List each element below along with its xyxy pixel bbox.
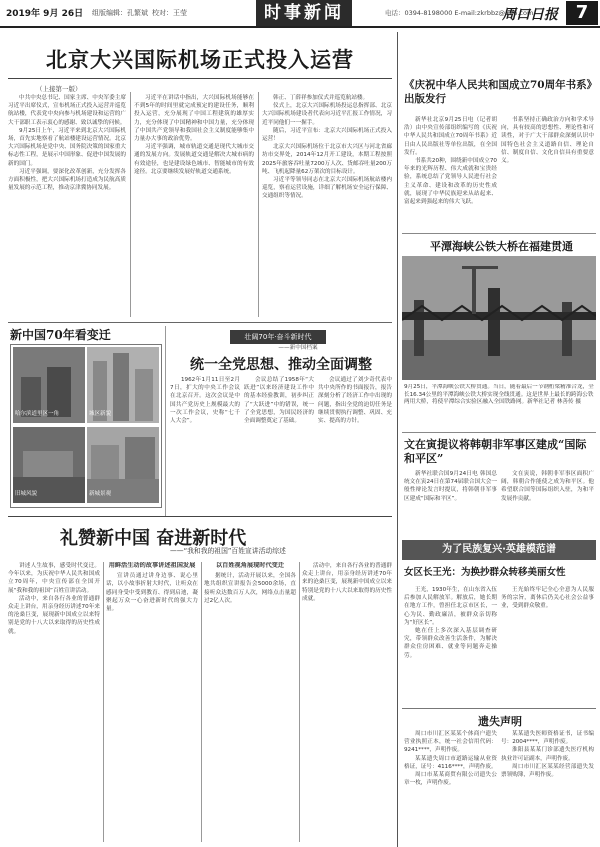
- column-divider: [201, 562, 202, 842]
- column-divider: [130, 92, 131, 317]
- checker-credit: 校对：王莹: [152, 9, 187, 17]
- dmz-paragraph: 新华社联合国9月24日电 韩国总统文在寅24日在第74届联合国大会一般性辩论发言时提议，将韩朝非军事区建成“国际和平区”。: [404, 471, 497, 502]
- book-article-title: 《庆祝中华人民共和国成立70周年书系》出版发行: [404, 79, 592, 105]
- dmz-column-2: [501, 470, 594, 534]
- bridge-caption: 9月25日，平潭海峡公铁大桥贯通。当日，随着最后一节钢桁梁精准合龙，全长16.34公里的平潭海峡公铁大桥实现全线贯通。这是世界上最长的跨海公铁两用大桥，将使平潭综合实验区融入全国铁路网。新华社记者 林善传 摄: [404, 384, 594, 405]
- section-divider: [402, 432, 596, 433]
- book-paragraph: 书系坚持正确政治方向和学术导向，具有较高的思想性、理论性和可读性，对于广大干部群众深刻认识中国特色社会主义道路自信、理论自信、制度自信、文化自信具有重要意义。: [501, 117, 594, 165]
- seventy-years-photo-box: [10, 344, 162, 508]
- notice-item: 某某遗失周口市道路运输从业资格证，证号：4116****，声明作废。: [404, 755, 497, 770]
- book-column-1: [404, 116, 497, 228]
- study-sub-banner: ——新中国档案: [278, 345, 318, 351]
- study-banner: 壮阔70年·奋斗新时代: [230, 330, 326, 344]
- lead-paragraph: 习近平强调，城市轨道交通是现代大城市交通的发展方向。发展轨道交通是解决大城市病的有效途径，也是建设绿色城市、智能城市的有效途径。北京要继续发展好轨道交通系统。: [134, 144, 254, 175]
- feature-column-2: [106, 562, 198, 842]
- section-title: 时事新闻: [256, 0, 352, 26]
- hero-column-1: [404, 586, 497, 704]
- notice-item: 周口市川汇区某某个体商户遗失营业执照正本，统一社会信用代码：9241****，声明作废。: [404, 731, 497, 754]
- feature-paragraph: 宣讲员通过讲身边事、说心里话，以小故事折射大时代，让听众在感同身受中受到教育、得到启迪，凝聚起万众一心奋进新时代的强大力量。: [106, 573, 198, 613]
- lead-paragraph: 中共中央总书记、国家主席、中央军委主席习近平出席仪式，宣布机场正式投入运营并巡览航站楼，代表党中央向参与机场建设和运营的广大干部职工表示衷心的感谢、致以诚挚的问候。: [8, 95, 126, 126]
- section-divider: [402, 233, 596, 234]
- lead-byline: （上接第一版）: [36, 85, 82, 93]
- lead-column-1: [8, 94, 126, 316]
- hero-paragraph: 王光，1930年生，在山东省入伍后参加人民解放军。解放后，她长期在地方工作，曾担任北京市区长，一心为民、勤政廉洁，被群众亲切称为“好区长”。: [404, 587, 497, 626]
- column-divider: [103, 562, 104, 842]
- seventy-years-banner: 新中国70年看变迁: [10, 328, 111, 342]
- photo-caption: 新城景观: [89, 491, 112, 497]
- lead-headline: 北京大兴国际机场正式投入运营: [46, 47, 354, 72]
- feature-subtitle: ——“我和我的祖国”百姓宣讲活动综述: [170, 547, 286, 555]
- right-column-divider: [397, 32, 398, 847]
- notice-column-2: [501, 730, 594, 844]
- hero-banner: 为了民族复兴·英雄模范谱: [402, 540, 596, 560]
- study-paragraph: 会议通过了刘少奇代表中共中央所作的书面报告，报告深刻分析了经济工作中出现的问题，指出全党的迫切任务是继续贯彻执行调整、巩固、充实、提高的方针。: [318, 377, 392, 425]
- feature-paragraph: 据统计，活动开展以来，全国各地共组织宣讲报告会5000余场，直接听众达数百万人次，网络点击量超过2亿人次。: [204, 573, 296, 604]
- feature-paragraph: 活动中，来自各行各业的普通群众走上讲台，用亲身经历讲述70年来的沧桑巨变，展现新中国成立以来特别是党的十八大以来取得的历史性成就。: [302, 563, 392, 602]
- lead-column-2: [134, 94, 254, 316]
- lead-paragraph: 韩正、丁薛祥参加仪式并巡览航站楼。: [273, 95, 369, 101]
- feature-column-3: [204, 562, 296, 842]
- section-divider: [402, 708, 596, 709]
- lead-paragraph: 习近平等领导同志在北京大兴国际机场航站楼内巡览，察看运营设施，详细了解机场安全运行保障、交通组织等情况。: [262, 177, 392, 200]
- study-paragraph: 会议总结了1958年“大跃进”以来经济建设工作中的基本经验教训，初步纠正了“大跃进”中的错误，统一了全党思想，为国民经济的全面调整奠定了基础。: [244, 377, 314, 425]
- lead-column-3: [262, 94, 392, 316]
- column-divider: [258, 92, 259, 317]
- study-column-2: [244, 376, 314, 510]
- lead-paragraph: 9月25日上午，习近平来到北京大兴国际机场，首先实地察看了航站楼建设运营情况。北京大兴国际机场是党中央、国务院决策的国家重大标志性工程，是展示中国形象、促进中国发展的新的国门。: [8, 127, 126, 167]
- section-divider: [8, 516, 392, 517]
- study-column-1: [170, 376, 240, 510]
- notice-item: 淮阳县某某门诊部遗失医疗机构执业许可证副本，声明作废。: [501, 747, 594, 762]
- editor-credit: 组版编辑：孔繁斌: [92, 9, 148, 17]
- dmz-column-1: [404, 470, 497, 534]
- study-title: 统一全党思想、推动全面调整: [190, 357, 372, 373]
- study-column-3: [318, 376, 392, 510]
- hero-paragraph: 她在任上多次深入基层调查研究，带领群众改善生活条件，为解决群众住房困难、就业等问题奔走操劳。: [404, 628, 497, 659]
- lead-paragraph: 北京大兴国际机场位于北京市大兴区与河北省廊坊市交界处，2014年12月开工建设，本期工程按照2025年旅客吞吐量7200万人次、货邮吞吐量200万吨、飞机起降量62万架次的目标设计。: [262, 144, 392, 175]
- contact-info: 电话：0394-8198000 E-mail:zkrbbz@126.com: [385, 9, 534, 17]
- bridge-photo-illustration: [402, 256, 596, 380]
- hero-column-2: [501, 586, 594, 704]
- notice-item: 某某遗失医师资格证书，证书编号：2004****，声明作废。: [501, 731, 594, 746]
- feature-paragraph: 活动中，来自各行各业的普通群众走上讲台，用亲身经历讲述70年来的沧桑巨变，展现新中国成立以来特别是党的十八大以来取得的历史性成就。: [8, 595, 100, 635]
- notice-column-1: [404, 730, 497, 844]
- column-divider: [165, 326, 166, 516]
- notice-item: 周口市川汇区某某经营部遗失发票领购簿，声明作废。: [501, 763, 594, 779]
- photo-caption: 哈尔滨道里区一角: [15, 411, 60, 417]
- bridge-photo: [402, 256, 596, 380]
- lead-paragraph: 随后，习近平宣布：北京大兴国际机场正式投入运营！: [262, 127, 392, 143]
- study-paragraph: 1962年1月11日至2月7日，扩大的中央工作会议在北京召开。这次会议是中国共产党历史上规模最大的一次工作会议，史称“七千人大会”。: [170, 377, 240, 425]
- lead-paragraph: 习近平在讲话中指出，大兴国际机场能够在不到5年的时间里就完成预定的建设任务，顺利投入运营，充分展现了中国工程建筑的雄厚实力，充分体现了中国精神和中国力量，充分体现了中国共产党领导和我国社会主义制度能够集中力量办大事的政治优势。: [134, 95, 254, 143]
- hero-article-title: 女区长王光：为换抄群众转移美丽女性: [404, 567, 566, 578]
- feature-subhead: 以百姓视角展现时代变迁: [215, 562, 285, 569]
- photo-caption: 城区新貌: [89, 411, 112, 417]
- section-divider: [8, 322, 392, 323]
- newspaper-name: 周口日报: [502, 7, 558, 23]
- lead-paragraph: 仪式上，北京大兴国际机场投运总指挥部、北京大兴国际机场建设者代表向习近平汇报工作情况，习近平同他们一一握手。: [262, 103, 392, 126]
- feature-paragraph: 讲述人生故事，感受时代变迁。今年以来，为庆祝中华人民共和国成立70周年，中央宣传部在全国开展“我和我的祖国”百姓宣讲活动。: [8, 563, 100, 594]
- feature-subhead: 用鲜活生动的故事讲述祖国发展: [108, 562, 196, 569]
- column-divider: [299, 562, 300, 842]
- issue-date: 2019年 9月 26日: [6, 9, 84, 19]
- hero-paragraph: 王光始终牢记全心全意为人民服务的宗旨，离休后仍关心社会公益事业，受到群众敬重。: [501, 587, 594, 610]
- dmz-paragraph: 文在寅说，韩朝非军事区面积广阔，韩朝合作能使之成为和平区。他希望联合国等国际组织入驻，为和平发展作贡献。: [501, 471, 594, 502]
- dmz-article-title: 文在寅提议将韩朝非军事区建成“国际和平区”: [404, 438, 587, 465]
- feature-column-4: [302, 562, 392, 842]
- feature-column-1: [8, 562, 100, 842]
- page-number: 7: [566, 1, 598, 25]
- photo-caption: 旧城风貌: [15, 491, 38, 497]
- notice-item: 周口市某某商贸有限公司遗失公章一枚，声明作废。: [404, 772, 497, 787]
- book-paragraph: 书系共20种，围绕新中国成立70年来的光辉历程、伟大成就和宝贵经验，系统总结了党领导人民进行社会主义革命、建设和改革的历史性成就，展现了中华民族迎来从站起来、富起来到强起来的伟大飞跃。: [404, 158, 497, 206]
- bridge-title: 平潭海峡公铁大桥在福建贯通: [430, 240, 573, 253]
- book-paragraph: 新华社北京9月25日电（记者胡浩）由中央宣传部组织编写的《庆祝中华人民共和国成立70周年书系》近日由人民出版社等单位出版，在全国发行。: [404, 117, 497, 156]
- page-header: [0, 0, 600, 28]
- lead-paragraph: 习近平强调，要深化改革创新，充分发挥各方面积极性，把大兴国际机场打造成为民航高质量发展的示范工程，推动京津冀协同发展。: [8, 168, 126, 192]
- headline-divider: [8, 78, 392, 79]
- notice-title: 遗失声明: [478, 715, 522, 728]
- book-column-2: [501, 116, 594, 228]
- feature-title: 礼赞新中国 奋进新时代: [60, 528, 247, 549]
